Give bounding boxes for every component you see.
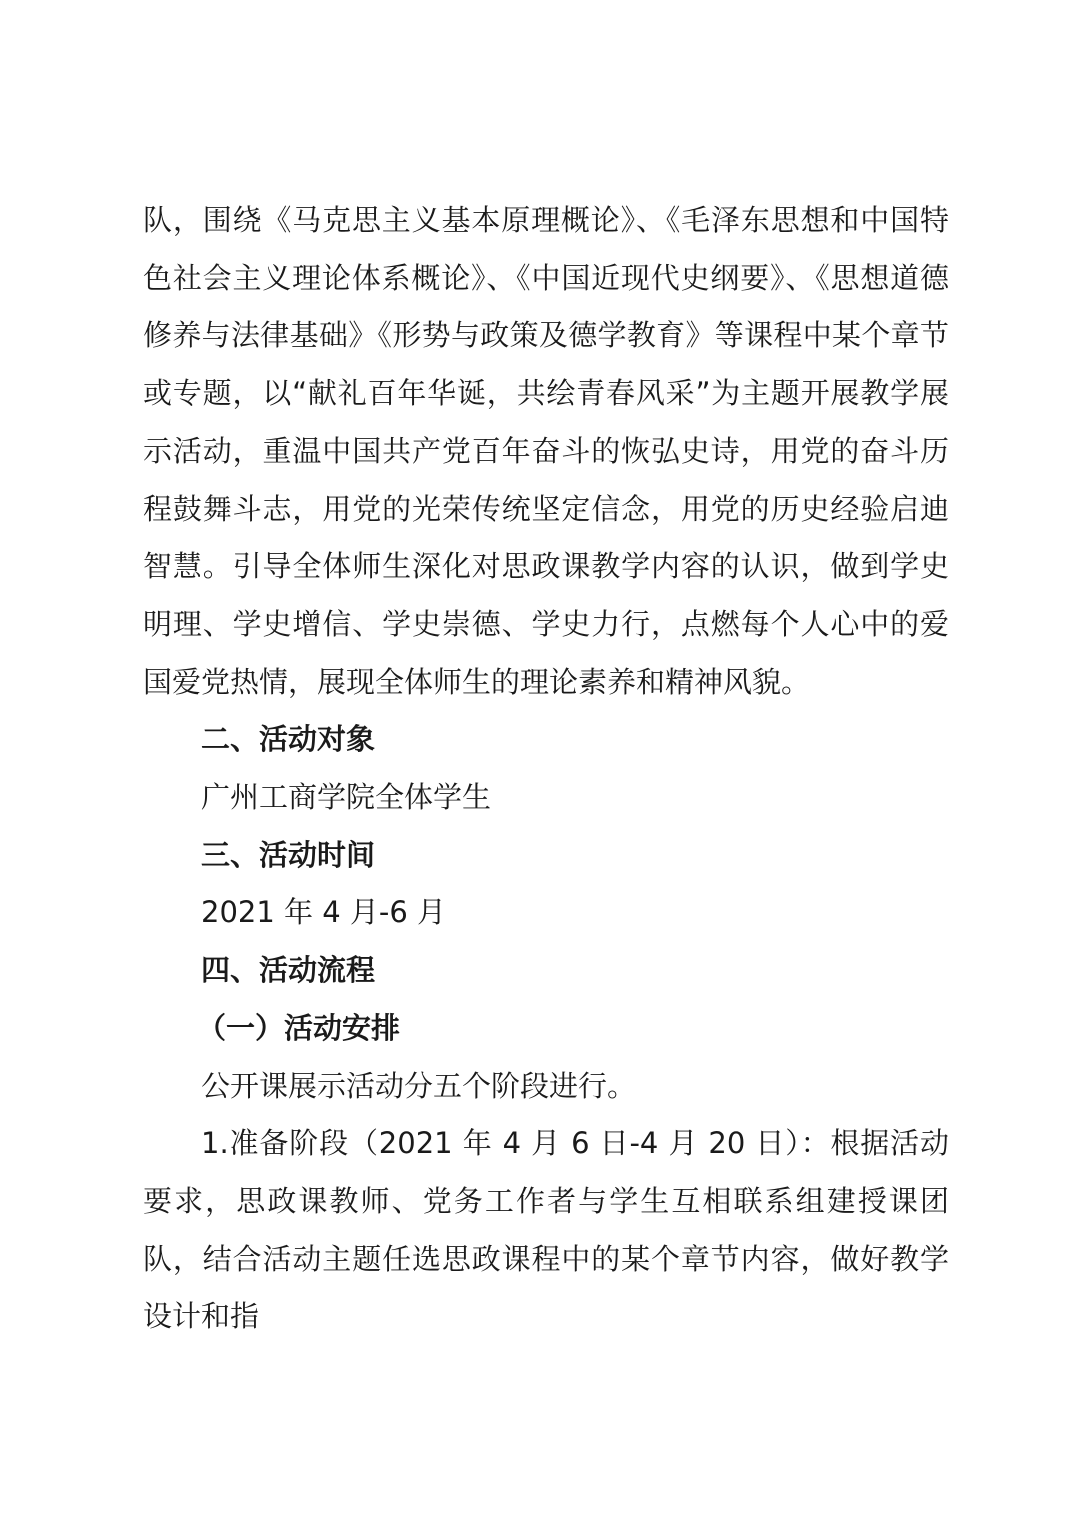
section-3-heading: 三、活动时间 [201, 837, 376, 872]
subsection-1-heading: （一）活动安排 [197, 1010, 401, 1045]
section-4-heading: 四、活动流程 [201, 953, 376, 988]
document-body [143, 192, 949, 1346]
section-2-body: 广州工商学院全体学生 [201, 780, 492, 815]
section-2-heading: 二、活动对象 [201, 722, 376, 757]
paragraph-continued: 队，围绕《马克思主义基本原理概论》、《毛泽东思想和中国特色社会主义理论体系概论》、《中国近现代史纲要》、《思想道德修养与法律基础》《形势与政策及德学教育》等课程中某个章节或专题，以“献礼百年华诞，共绘青春风采”为主题开展教学展示活动，重温中国共产党百年奋斗的恢弘史诗，用党的奋斗历程鼓舞斗志，用党的光荣传统坚定信念，用党的历史经验启迪智慧。引导全体师生深化对思政课教学内容的认识，做到学史明理、学史增信、学史崇德、学史力行，点燃每个人心中的爱国爱党热情，展现全体师生的理论素养和精神风貌。 [143, 203, 949, 699]
subsection-1-intro: 公开课展示活动分五个阶段进行。 [201, 1068, 637, 1103]
stage-1-paragraph: 1.准备阶段（2021 年 4 月 6 日-4 月 20 日）：根据活动要求，思政课教师、党务工作者与学生互相联系组建授课团队，结合活动主题任选思政课程中的某个章节内容，做好教学设计和指 [143, 1126, 949, 1334]
section-3-body: 2021 年 4 月-6 月 [201, 895, 447, 930]
